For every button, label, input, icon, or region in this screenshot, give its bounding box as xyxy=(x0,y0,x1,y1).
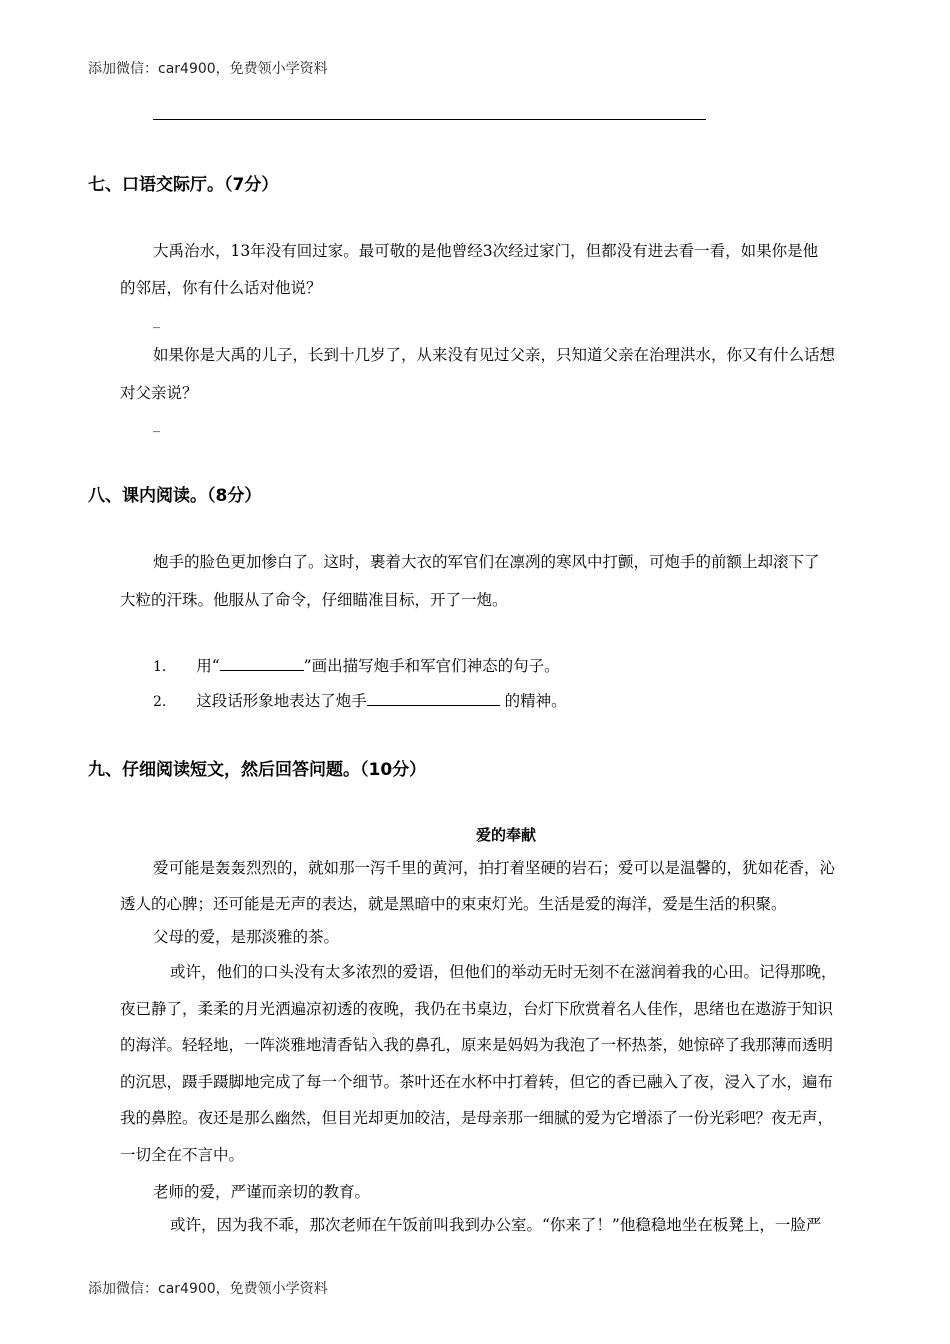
passage-line: 一切全在不言中。 xyxy=(120,1146,245,1164)
passage-line: 或许，他们的口头没有太多浓烈的爱语，但他们的举动无时无刻不在滋润着我的心田。记得那晚， xyxy=(170,963,837,981)
fill-blank[interactable] xyxy=(220,656,304,671)
section-7-question-1-line-2: 的邻居，你有什么话对他说？ xyxy=(120,279,322,297)
passage-line: 的海洋。轻轻地，一阵淡雅地清香钻入我的鼻孔，原来是妈妈为我泡了一杯热茶，她惊碎了我那薄而透明 xyxy=(120,1036,834,1054)
passage-line: 爱可能是轰轰烈烈的，就如那一泻千里的黄河，拍打着坚硬的岩石；爱可以是温馨的，犹如花香，沁 xyxy=(153,859,836,877)
question-text: 用“ xyxy=(196,657,220,675)
section-7-question-2-line-1: 如果你是大禹的儿子，长到十几岁了，从来没有见过父亲，只知道父亲在治理洪水，你又有什么话想 xyxy=(153,346,836,364)
passage-line: 我的鼻腔。夜还是那么幽然，但目光却更加皎洁，是母亲那一细腻的爱为它增添了一份光彩吧？夜无声， xyxy=(120,1109,834,1127)
fill-blank[interactable] xyxy=(367,691,500,706)
page-footer: 添加微信：car4900，免费领小学资料 xyxy=(88,1281,328,1297)
passage-title: 爱的奉献 xyxy=(476,826,537,844)
section-8-question-2 xyxy=(153,689,567,711)
passage-line: 的沉思，蹑手蹑脚地完成了每一个细节。茶叶还在水杯中打着转，但它的香已融入了夜，浸入了水，遍布 xyxy=(120,1073,834,1091)
answer-mark: _ xyxy=(153,313,160,329)
answer-mark: _ xyxy=(153,417,160,433)
passage-line: 父母的爱，是那淡雅的茶。 xyxy=(153,928,340,946)
answer-line xyxy=(153,119,706,120)
passage-line: 或许，因为我不乖，那次老师在午饭前叫我到办公室。“你来了！”他稳稳地坐在板凳上，一脸严 xyxy=(170,1216,822,1234)
page-header: 添加微信：car4900，免费领小学资料 xyxy=(88,61,328,77)
section-7-question-2-line-2: 对父亲说？ xyxy=(120,384,198,402)
question-text: 这段话形象地表达了炮手 xyxy=(196,692,367,710)
section-7-question-1-line-1: 大禹治水，13年没有回过家。最可敬的是他曾经3次经过家门，但都没有进去看一看，如果你是他 xyxy=(153,242,819,260)
section-8-heading: 八、课内阅读。（8分） xyxy=(88,486,262,506)
question-text: 的精神。 xyxy=(499,692,567,710)
section-8-passage-line-1: 炮手的脸色更加惨白了。这时，裹着大衣的军官们在凛冽的寒风中打颤，可炮手的前额上却滚下了 xyxy=(153,553,820,571)
passage-line: 老师的爱，严谨而亲切的教育。 xyxy=(153,1183,371,1201)
question-number: 1. xyxy=(153,659,167,675)
passage-line: 透人的心脾；还可能是无声的表达，就是黑暗中的束束灯光。生活是爱的海洋，爱是生活的积聚。 xyxy=(120,895,787,913)
section-9-heading: 九、仔细阅读短文，然后回答问题。（10分） xyxy=(88,760,427,780)
section-7-heading: 七、口语交际厅。（7分） xyxy=(88,175,279,195)
section-8-passage-line-2: 大粒的汗珠。他服从了命令，仔细瞄准目标，开了一炮。 xyxy=(120,591,508,609)
question-number: 2. xyxy=(153,694,167,710)
question-text: ”画出描写炮手和军官们神态的句子。 xyxy=(303,657,560,675)
passage-line: 夜已静了，柔柔的月光洒遍凉初透的夜晚，我仍在书桌边，台灯下欣赏着名人佳作，思绪也在遨游于知识 xyxy=(120,1000,834,1018)
section-8-question-1 xyxy=(153,654,560,676)
